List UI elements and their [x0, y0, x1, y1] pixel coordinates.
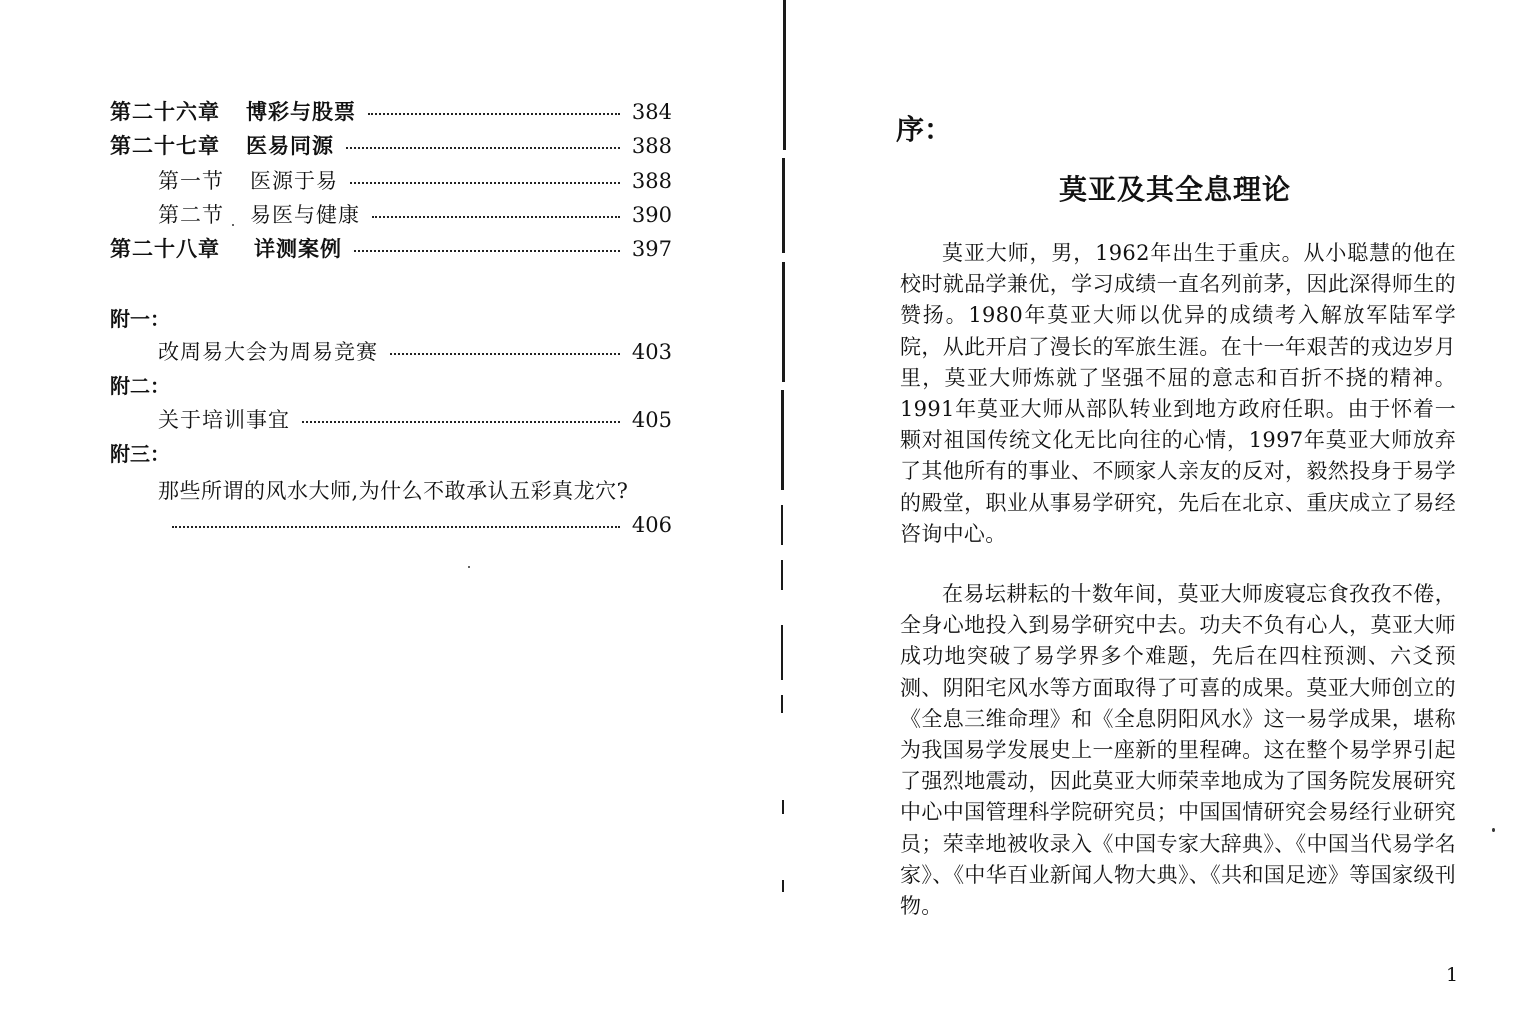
toc-leader-dots: [172, 526, 620, 528]
toc-leader-dots: [302, 421, 620, 423]
book-spine: [783, 0, 786, 1034]
toc-entry: [158, 335, 672, 369]
preface-paragraph: 在易坛耕耘的十数年间，莫亚大师废寝忘食孜孜不倦，全身心地投入到易学研究中去。功夫不负有心人，莫亚大师成功地突破了易学界多个难题，先后在四柱预测、六爻预测、阴阳宅风水等方面取得了可喜的成果。莫亚大师创立的《全息三维命理》和《全息阴阳风水》这一易学成果，堪称为我国易学发展史上一座新的里程碑。这在整个易学界引起了强烈地震动，因此莫亚大师荣幸地成为了国务院发展研究中心中国管理科学院研究员；中国国情研究会易经行业研究员；荣幸地被收录入《中国专家大辞典》、《中国当代易学名家》、《中华百业新闻人物大典》、《共和国足迹》等国家级刊物。: [900, 582, 1456, 919]
toc-section-title: 易医与健康: [250, 203, 360, 227]
toc-chapter-number: 第二十六章: [110, 100, 220, 124]
preface-title: 莫亚及其全息理论: [1058, 173, 1291, 206]
toc-leader-dots: [390, 353, 620, 355]
toc-entry: [110, 232, 672, 266]
scan-speck: [1492, 828, 1495, 832]
toc-entry: [158, 403, 672, 437]
toc-section-number: 第一节: [158, 169, 224, 193]
toc-section-number: 第二节: [158, 203, 224, 227]
toc-page-number: 405: [631, 408, 672, 432]
appendix-title: 那些所谓的风水大师,为什么不敢承认五彩真龙穴?: [158, 479, 629, 503]
toc-page-number: 403: [631, 340, 672, 364]
toc-section-title: 医源于易: [250, 169, 338, 193]
toc-page-number: 390: [631, 203, 672, 227]
toc-chapter-number: 第二十七章: [110, 134, 220, 158]
toc-chapter-number: 第二十八章: [110, 237, 220, 261]
toc-leader-dots: [372, 216, 620, 218]
appendix-label: 附二：: [110, 374, 170, 398]
appendix-title: 改周易大会为周易竞赛: [158, 340, 378, 364]
toc-leader-dots: [368, 113, 620, 115]
appendix-label: 附三：: [110, 442, 170, 466]
toc-chapter-title: 博彩与股票: [246, 100, 356, 124]
toc-leader-dots: [354, 250, 620, 252]
appendix-label: 附一：: [110, 307, 170, 331]
page-number: 1: [1446, 964, 1459, 986]
preface-paragraph: 莫亚大师，男，1962年出生于重庆。从小聪慧的他在校时就品学兼优，学习成绩一直名列前茅，因此深得师生的赞扬。1980年莫亚大师以优异的成绩考入解放军陆军学院，从此开启了漫长的军旅生涯。在十一年艰苦的戎边岁月里，莫亚大师炼就了坚强不屈的意志和百折不挠的精神。1991年莫亚大师从部队转业到地方政府任职。由于怀着一颗对祖国传统文化无比向往的心情，1997年莫亚大师放弃了其他所有的事业、不顾家人亲友的反对，毅然投身于易学的殿堂，职业从事易学研究，先后在北京、重庆成立了易经咨询中心。: [900, 241, 1456, 546]
toc-page-number: 397: [631, 237, 672, 261]
toc-chapter-title: 医易同源: [246, 134, 334, 158]
toc-page-number: 384: [631, 100, 672, 124]
toc-page-number: 388: [631, 134, 672, 158]
preface-page: [790, 0, 1526, 1034]
toc-page-number: 406: [631, 513, 672, 537]
toc-entry: [110, 129, 672, 163]
toc-leader-dots: [346, 147, 620, 149]
scan-speck: [468, 566, 470, 568]
toc-page-number: 388: [631, 169, 672, 193]
toc-entry: [110, 95, 672, 129]
toc-entry: [158, 164, 672, 198]
toc-chapter-title: 详测案例: [254, 237, 342, 261]
scan-speck: [232, 224, 234, 226]
toc-leader-dots: [350, 182, 620, 184]
toc-entry: [172, 508, 672, 542]
toc-entry: [158, 198, 672, 232]
preface-label: 序：: [896, 113, 953, 146]
appendix-title: 关于培训事宜: [158, 408, 290, 432]
